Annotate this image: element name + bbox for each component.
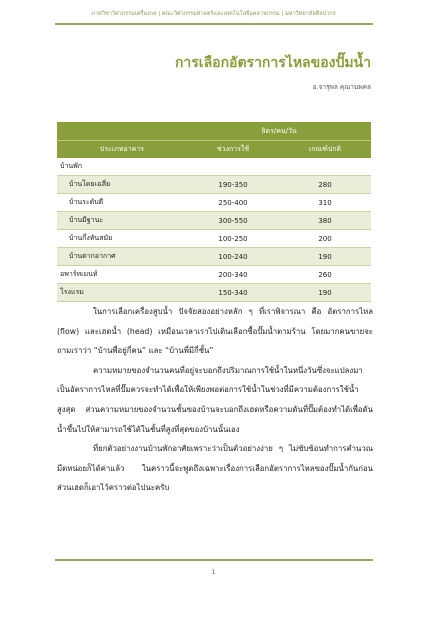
row-building: โรงแรม [57, 284, 187, 302]
row-building: บ้านระดับดี [57, 194, 187, 212]
table-header-range: ช่วงการใช้ [187, 141, 279, 159]
row-building: อพาร์ทเมนท์ [57, 266, 187, 284]
table-row [57, 266, 371, 284]
footer-rule [55, 559, 373, 561]
paragraph: ในการเลือกเครื่องสูบน้ำ ปัจจัยสองอย่างหลัก ๆ ที่เราพิจารณา คือ อัตราการไหล (flow) และเฮดน้ำ (head) เหมือนเวลาเราไปเดินเลือกซื้อปั๊มน้ำตามร้าน โดยมากคนขายจะถามเราว่า “บ้านพื่อยู่กี่คน” และ “บ้านพี่มีกี่ชั้น” [57, 307, 373, 356]
table-row [57, 194, 371, 212]
table-row [57, 248, 371, 266]
row-range: 100-240 [187, 248, 279, 266]
row-range [187, 158, 279, 176]
table-row [57, 284, 371, 302]
row-normal [279, 158, 371, 176]
table-row [57, 158, 371, 176]
row-building: บ้านโดยเฉลี่ย [57, 176, 187, 194]
row-building: บ้านกึ่งทันสมัย [57, 230, 187, 248]
row-range: 250-400 [187, 194, 279, 212]
row-range: 200-340 [187, 266, 279, 284]
page-number: 1 [211, 569, 216, 576]
row-range: 190-350 [187, 176, 279, 194]
body-text [57, 302, 373, 498]
water-usage-table [57, 122, 371, 302]
paragraph: ที่ยกตัวอย่างงานบ้านพักอาศัยเพราะว่าเป็นตัวอย่างง่าย ๆ ไม่ซับซ้อนทำการคำนวณมีตหน่อยก็ได้ค่าแล้ว ในคราวนี้จะพูดถึงเฉพาะเรื่องการเลือกอัตราการไหลของปั๊มน้ำกันก่อน ส่วนเฮดก็เอาไว้คราวต่อไปนะครับ [57, 444, 373, 493]
row-normal: 190 [279, 284, 371, 302]
table-header-blank [57, 122, 187, 141]
table-header-normal: เกณฑ์ปกติ [279, 141, 371, 159]
table-header-unit: ลิตร/คน/วัน [187, 122, 371, 141]
row-normal: 200 [279, 230, 371, 248]
row-normal: 280 [279, 176, 371, 194]
table-row [57, 212, 371, 230]
paragraph: ความหมายของจำนวนคนที่อยู่จะบอกถึงปริมาณการใช้น้ำในหนึ่งวันซึ่งจะแปลงมาเป็นอัตราการไหลที่ปั๊มควรจะทำได้เพื่อให้เพียงพอต่อการใช้น้ำในช่วงที่มีความต้องการใช้น้ำสูงสุด ส่วนความหมายของจำนวนชั้นของบ้านจะบอกถึงเฮดหรือความดันที่ปั๊มต้องทำได้เพื่อดันน้ำขึ้นไปให้สามารถใช้ได้ในชั้นที่สูงที่สุดของบ้านนั้นเอง [57, 365, 373, 434]
author-name: อ.จารุพล คุณานพคล [312, 83, 371, 91]
row-range: 100-250 [187, 230, 279, 248]
table-row [57, 230, 371, 248]
header-rule [55, 23, 373, 25]
row-building: บ้านมีฐานะ [57, 212, 187, 230]
page-title: การเลือกอัตราการไหลของปั๊มน้ำ [174, 55, 371, 71]
table-row [57, 176, 371, 194]
row-building: บ้านตากอากาศ [57, 248, 187, 266]
row-normal: 380 [279, 212, 371, 230]
running-header: ภาควิชาวิศวกรรมเครื่องกล | คณะวิศวกรรมศาสตร์และเทคโนโลยีอุตสาหกรรม | มหาวิทยาลัยศิลปากร [91, 11, 336, 17]
row-building: บ้านพัก [57, 158, 187, 176]
row-range: 150-340 [187, 284, 279, 302]
row-normal: 190 [279, 248, 371, 266]
table-header-building: ประเภทอาคาร [57, 141, 187, 159]
row-normal: 260 [279, 266, 371, 284]
row-normal: 310 [279, 194, 371, 212]
row-range: 300-550 [187, 212, 279, 230]
